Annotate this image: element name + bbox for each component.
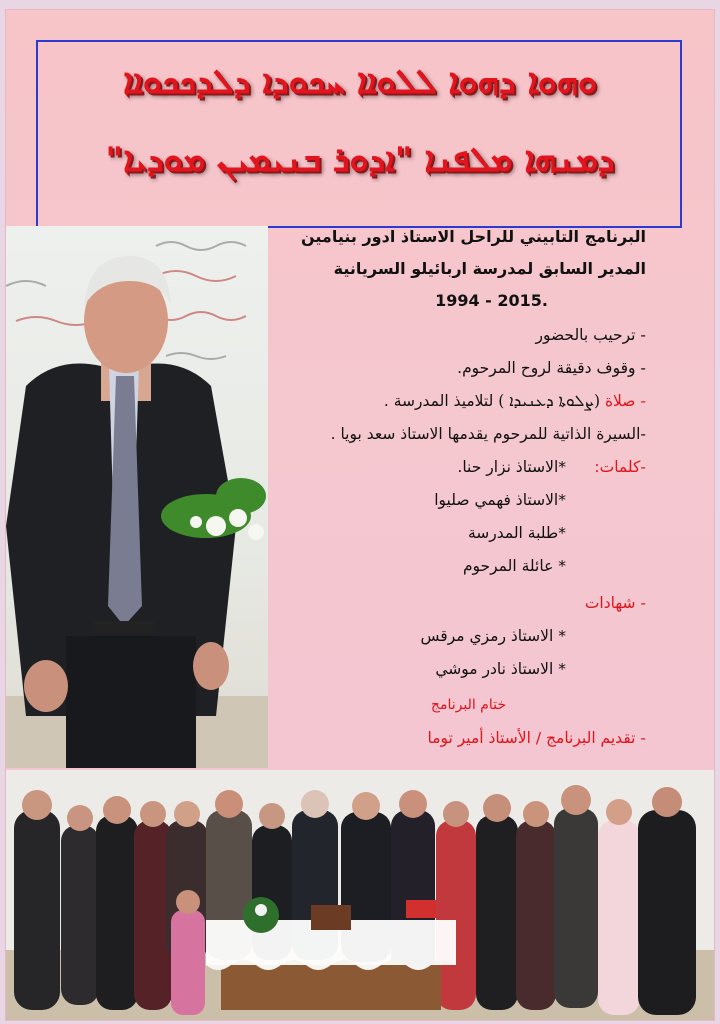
item-minute-silence: - وقوف دقيقة لروح المرحوم.	[457, 359, 646, 377]
words-label: -كلمات:	[594, 458, 646, 476]
testimony-item-1: * الاستاذ رمزي مرقس	[420, 627, 566, 645]
item-biography: -السيرة الذاتية للمرحوم يقدمها الاستاذ سعد بويا .	[330, 425, 646, 443]
portrait-photo	[6, 226, 268, 768]
words-item-4: * عائلة المرحوم	[462, 557, 566, 575]
item-welcome: - ترحيب بالحضور	[535, 326, 646, 344]
prayer-text: لتلاميذ المدرسة .	[383, 392, 494, 410]
group-illustration	[6, 770, 714, 1020]
words-item-3: *طلبة المدرسة	[467, 524, 566, 542]
group-photo	[6, 770, 714, 1020]
syriac-title-line1: ܘܗܘܐ ܕܗܘܐ ܠܠܘܐܐ ܚܟܘܕܐ ܕܠܕܟܟܘܐܐ	[123, 62, 597, 102]
portrait-illustration	[6, 226, 268, 768]
intro-line-1: البرنامج التابيني للراحل الاستاذ ادور بنيامين	[300, 227, 646, 246]
intro-line-3: 1994 - 2015.	[435, 291, 548, 310]
intro-line-2: المدير السابق لمدرسة اربائيلو السريانية	[333, 259, 646, 278]
words-item-1: *الاستاذ نزار حنا.	[457, 458, 566, 476]
item-prayer	[384, 392, 646, 411]
syriac-title-line2: ܕܡܢܗܐ ܡܠܦܢܐ "ܐܕܘܪ ܒܢܝܡܝܢ ܡܘܕܝܐ"	[105, 140, 615, 180]
prayer-label: - صلاة	[604, 392, 646, 410]
presenter-line: - تقديم البرنامج / الأستاذ أمير توما	[427, 729, 646, 747]
closing-label: ختام البرنامج	[430, 697, 506, 713]
prayer-syriac: (ܨܠܘܬܐ ܕܥܢܝܕܐ )	[498, 392, 600, 410]
words-item-2: *الاستاذ فهمي صليوا	[434, 491, 566, 509]
testimony-item-2: * الاستاذ نادر موشي	[435, 660, 566, 678]
testimonies-label: - شهادات	[584, 594, 646, 612]
